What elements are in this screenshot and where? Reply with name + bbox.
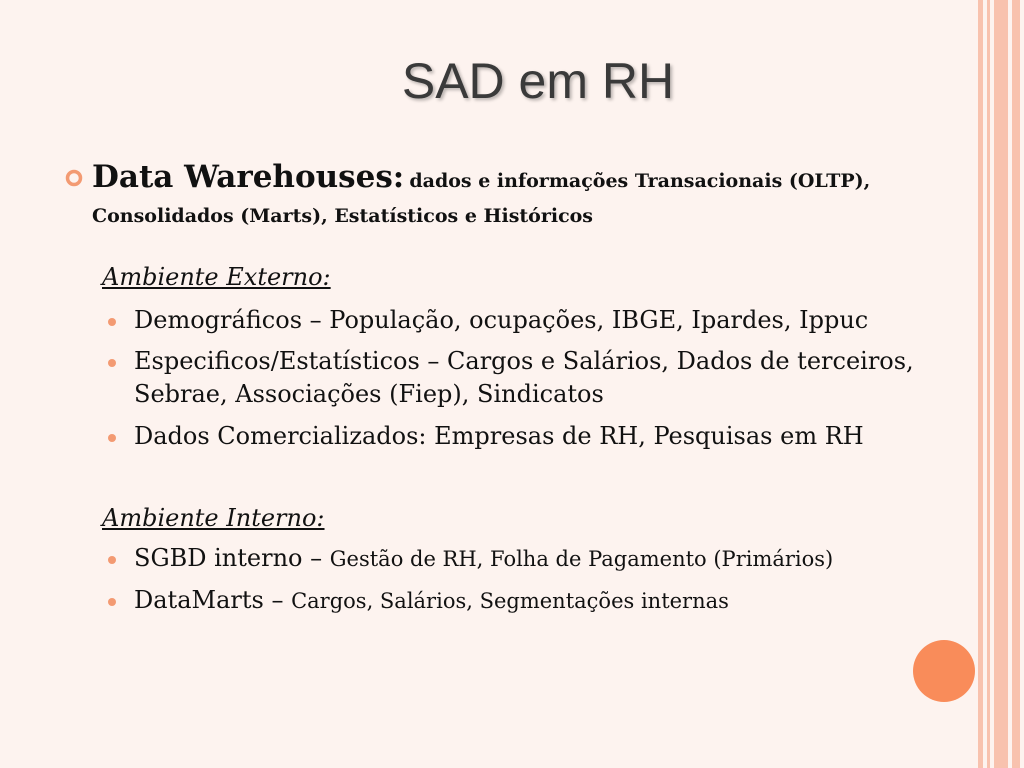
external-item-text: Dados Comercializados: Empresas de RH, Pesquisas em RH [134,422,864,450]
main-point-heading: Data Warehouses: [92,159,405,195]
list-item [134,542,994,576]
list-item [134,345,974,411]
bullet-dot-icon [108,434,116,442]
list-item [134,584,994,618]
main-point [92,160,972,234]
decorative-stripe [978,0,983,768]
list-item [134,420,994,453]
internal-item-detail: Gestão de RH, Folha de Pagamento (Primários) [329,547,834,571]
internal-heading: Ambiente Interno: [102,504,325,532]
external-heading: Ambiente Externo: [102,263,331,291]
decorative-stripe [1012,0,1020,768]
bullet-dot-icon [108,556,116,564]
internal-item-detail: Cargos, Salários, Segmentações internas [291,589,729,613]
main-point-detail: dados e informações Transacionais (OLTP), Consolidados (Marts), Estatísticos e Históricos [92,170,871,227]
list-item [134,304,994,337]
slide-title: SAD em RH [401,53,675,109]
decorative-stripe [994,0,1008,768]
internal-item-lead: DataMarts – [134,586,292,614]
bullet-dot-icon [108,318,116,326]
decorative-stripe [987,0,990,768]
bullet-dot-icon [108,359,116,367]
internal-item-lead: SGBD interno – [134,544,330,572]
external-item-text: Especificos/Estatísticos – Cargos e Salários, Dados de terceiros, Sebrae, Associações (Fiep), Sindicatos [134,347,914,408]
decorative-circle [913,640,975,702]
external-item-text: Demográficos – População, ocupações, IBGE, Ipardes, Ippuc [134,306,869,334]
bullet-dot-icon [108,598,116,606]
ring-bullet-icon [64,168,84,188]
